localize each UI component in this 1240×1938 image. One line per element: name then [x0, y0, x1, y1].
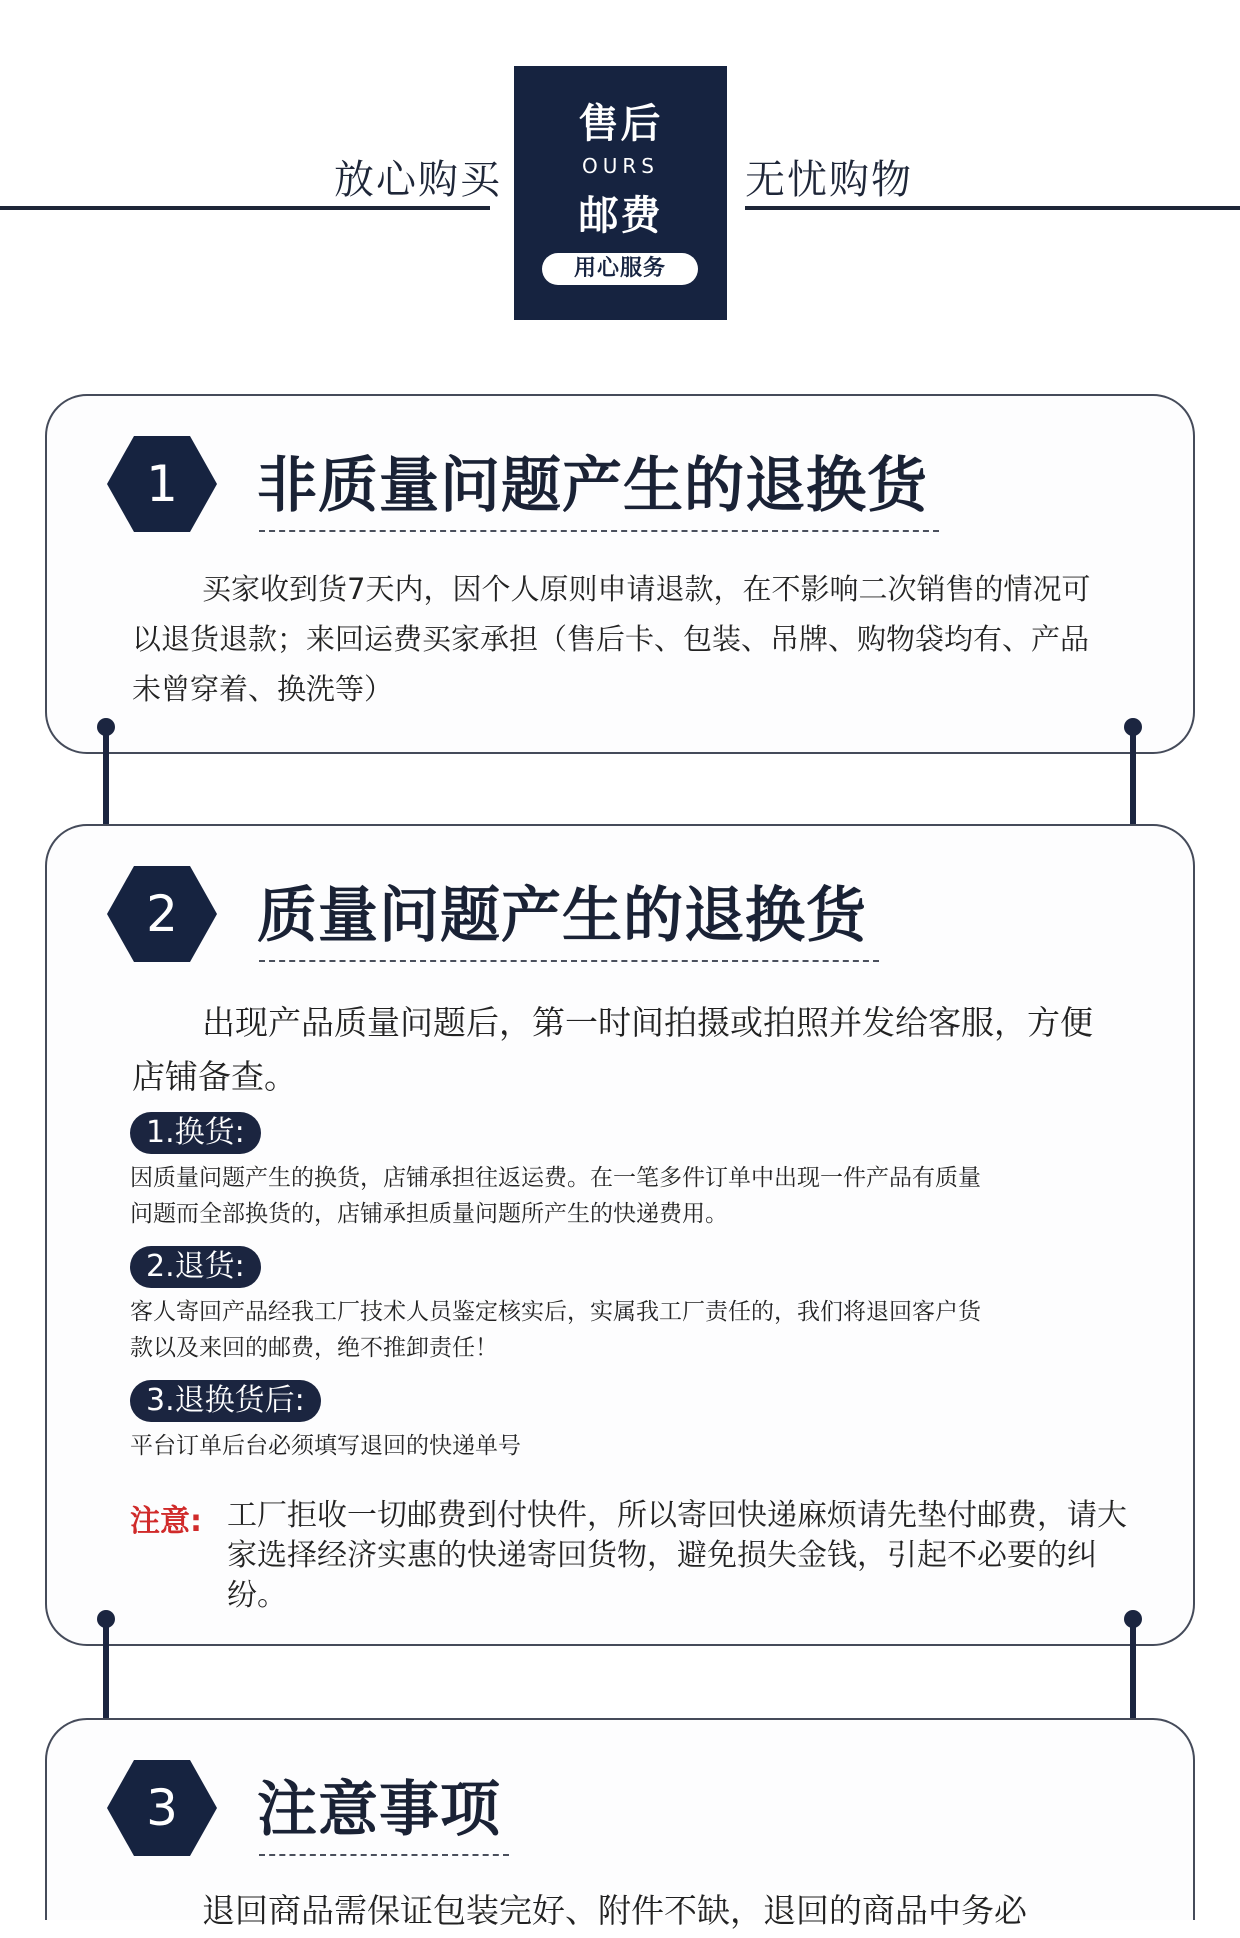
- badge-line-2: OURS: [582, 154, 659, 178]
- note-label: 注意:: [130, 1504, 202, 1539]
- section-3-title: 注意事项: [257, 1775, 501, 1845]
- section-2-body: 出现产品质量问题后，第一时间拍摄或拍照并发给客服，方便店铺备查。: [132, 1003, 1093, 1096]
- header-left-text: 放心购买: [334, 157, 502, 203]
- connector-dot: [1124, 718, 1142, 736]
- badge-pill: 用心服务: [542, 253, 698, 285]
- item-after-exchange-line-1: 平台订单后台必须填写退回的快递单号: [130, 1433, 521, 1459]
- item-exchange-line-1: 因质量问题产生的换货，店铺承担往返运费。在一笔多件订单中出现一件产品有质量: [130, 1165, 981, 1191]
- section-2-card: [45, 824, 1195, 1646]
- section-1-number-hexagon: [107, 436, 217, 532]
- section-1-title-underline: [259, 530, 939, 532]
- item-return-label: 2.退货:: [130, 1246, 261, 1288]
- badge-line-3: 邮费: [578, 193, 663, 239]
- section-3-title-underline: [259, 1854, 509, 1856]
- section-2-number: 2: [146, 885, 178, 943]
- section-3-body: 退回商品需保证包装完好、附件不缺，退回的商品中务必: [202, 1891, 1027, 1930]
- note-text: 工厂拒收一切邮费到付快件，所以寄回快递麻烦请先垫付邮费，请大家选择经济实惠的快递寄回货物，避免损失金钱，引起不必要的纠纷。: [227, 1498, 1127, 1613]
- item-exchange-label: 1.换货:: [130, 1112, 261, 1154]
- section-1-body: 买家收到货7天内，因个人原则申请退款，在不影响二次销售的情况可以退货退款；来回运费买家承担（售后卡、包装、吊牌、购物袋均有、产品未曾穿着、换洗等）: [132, 572, 1091, 706]
- header-divider-right: [745, 206, 1240, 210]
- connector-dot: [97, 718, 115, 736]
- section-1-number: 1: [146, 455, 178, 513]
- header-divider-left: [0, 206, 490, 210]
- section-1-card: [45, 394, 1195, 754]
- item-exchange-line-2: 问题而全部换货的，店铺承担质量问题所产生的快递费用。: [130, 1201, 728, 1227]
- header-right-text: 无忧购物: [745, 157, 913, 203]
- item-return-line-2: 款以及来回的邮费，绝不推卸责任！: [130, 1335, 498, 1361]
- section-3-card: [45, 1718, 1195, 1930]
- badge-line-1: 售后: [578, 101, 663, 147]
- section-2-number-hexagon: [107, 866, 217, 962]
- section-3-number: 3: [146, 1779, 178, 1837]
- after-sales-badge: [514, 66, 727, 320]
- connector-dot: [97, 1610, 115, 1628]
- item-after-exchange-label: 3.退换货后:: [130, 1380, 321, 1422]
- section-1-title: 非质量问题产生的退换货: [257, 451, 928, 521]
- section-2-title: 质量问题产生的退换货: [257, 881, 867, 951]
- section-3-number-hexagon: [107, 1760, 217, 1856]
- section-2-title-underline: [259, 960, 879, 962]
- connector-dot: [1124, 1610, 1142, 1628]
- item-return-line-1: 客人寄回产品经我工厂技术人员鉴定核实后，实属我工厂责任的，我们将退回客户货: [130, 1299, 981, 1325]
